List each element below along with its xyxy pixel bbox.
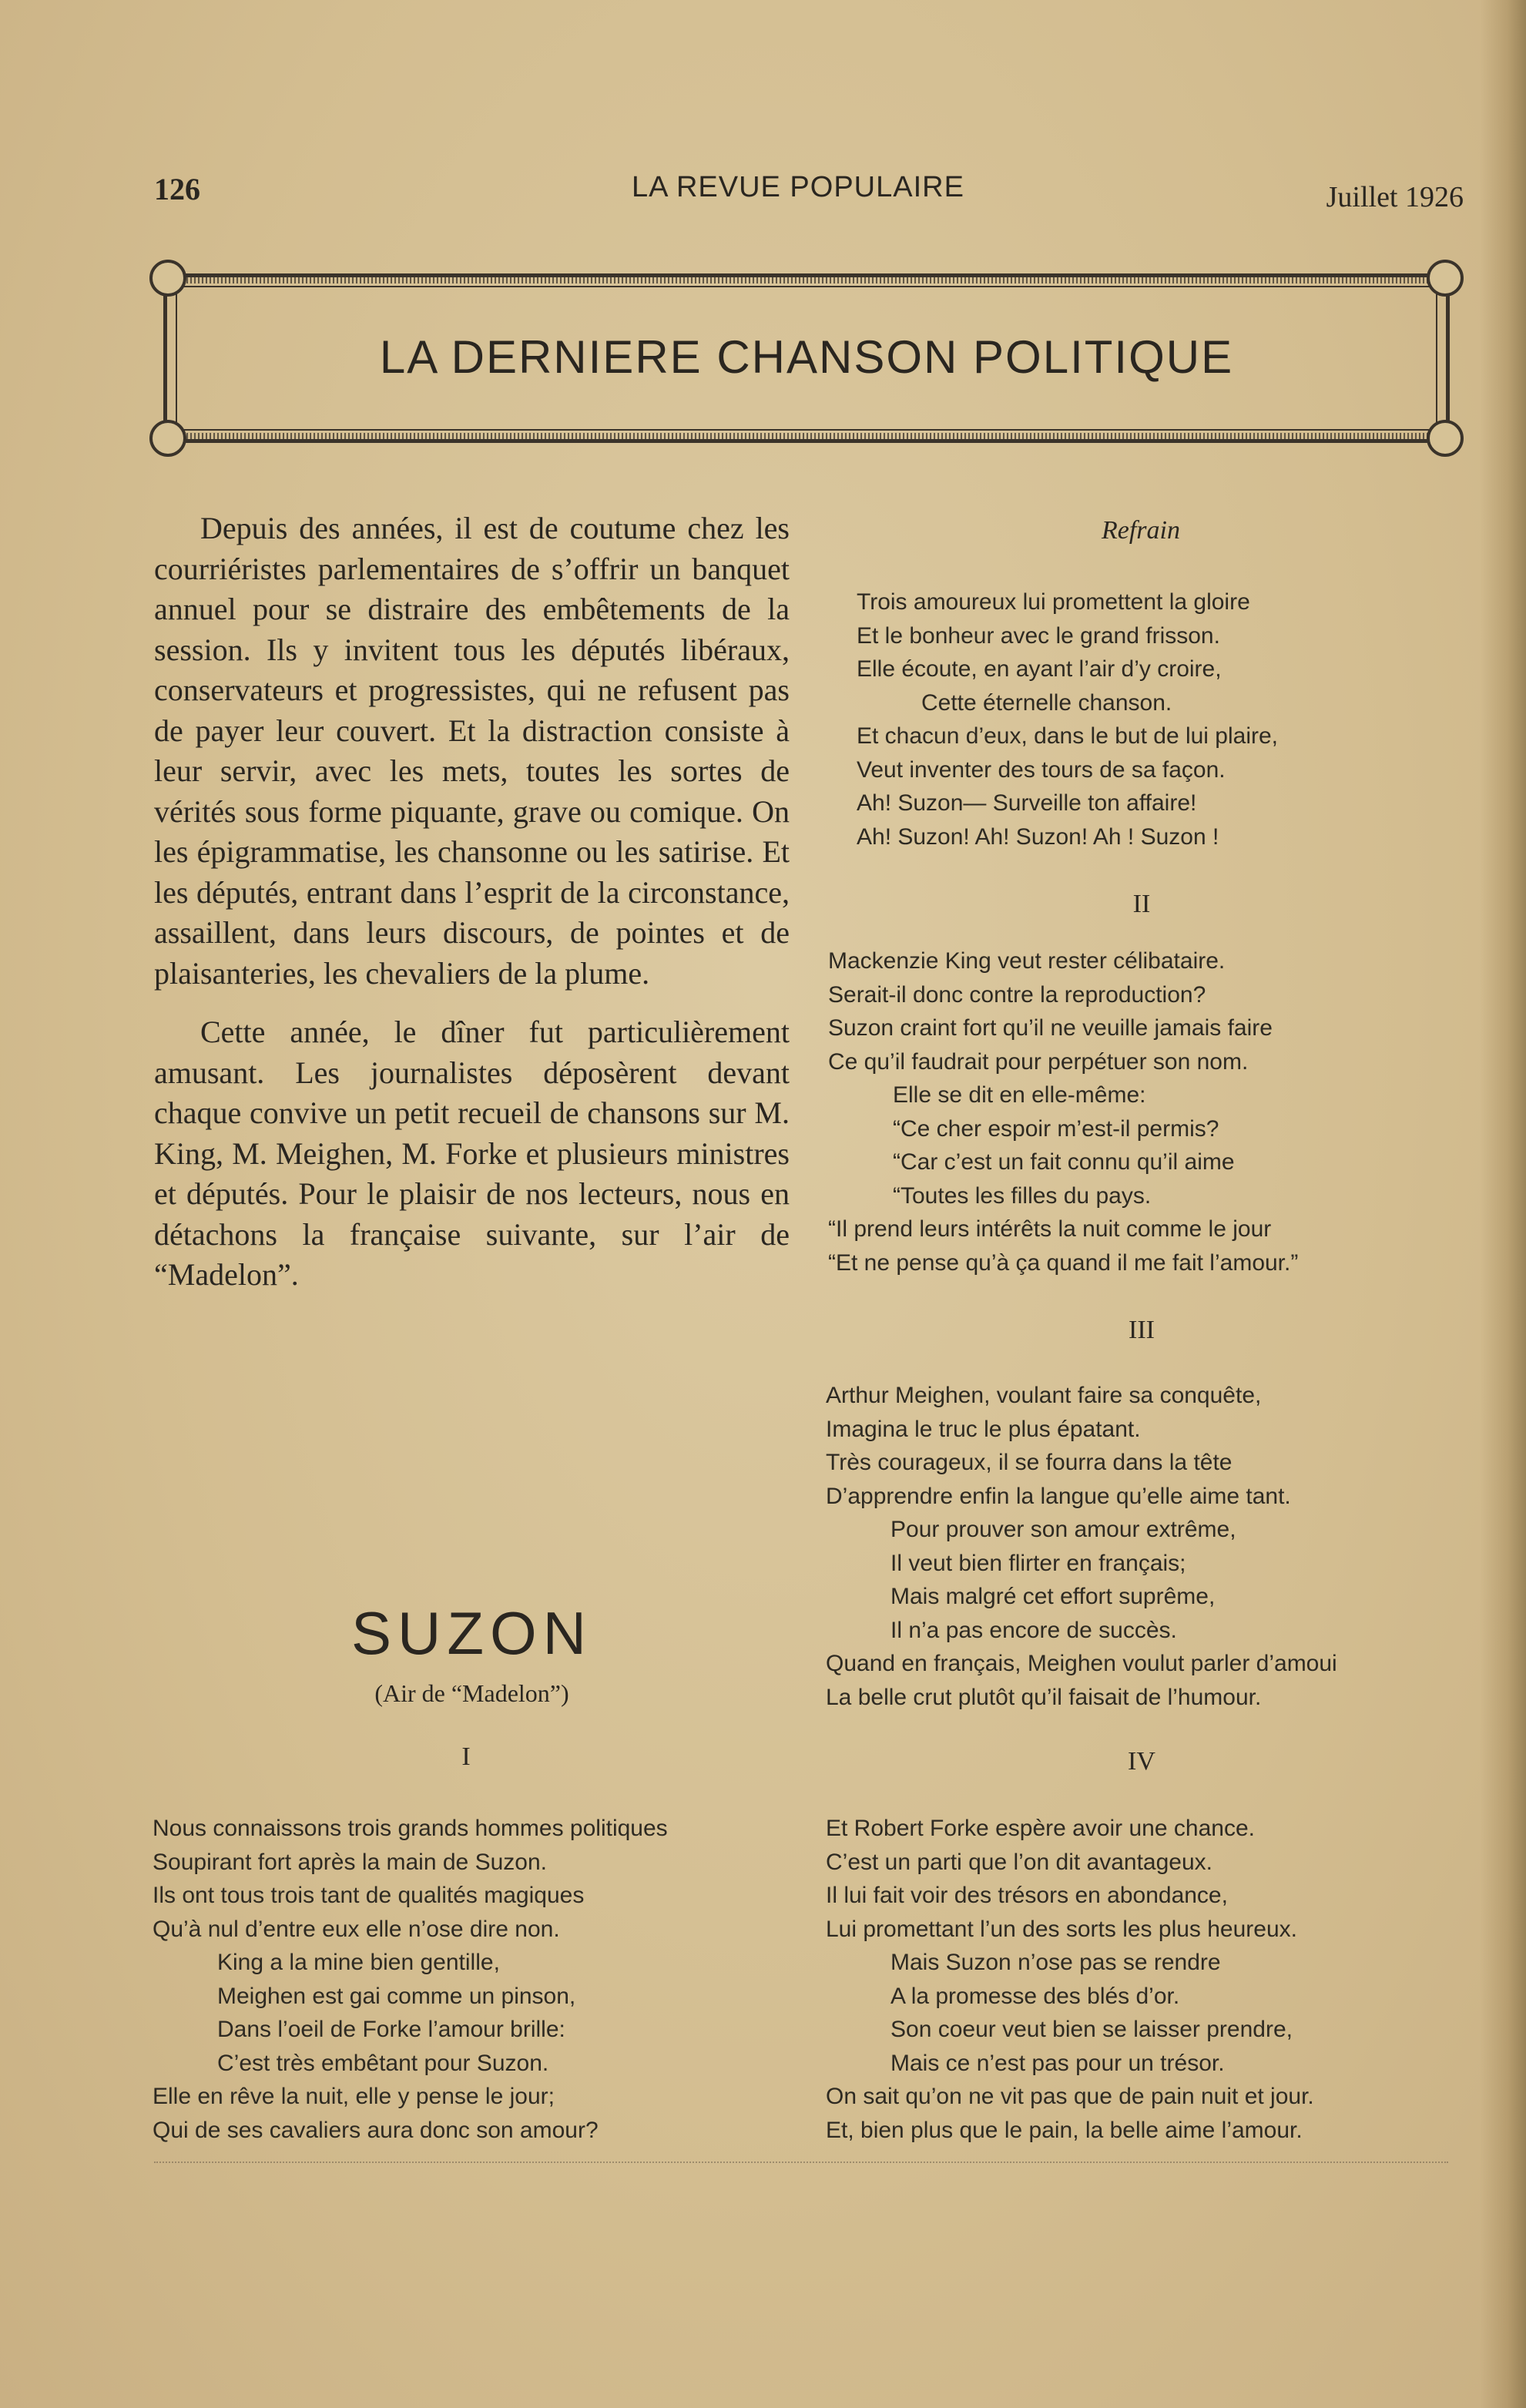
verse-line: Imagina le truc le plus épatant.	[826, 1416, 1141, 1442]
verse-line: Et, bien plus que le pain, la belle aime l’amour.	[826, 2117, 1303, 2143]
verse-line: Suzon craint fort qu’il ne veuille jamais faire	[828, 1015, 1273, 1041]
verse-4	[826, 1812, 1314, 2147]
intro-column	[154, 508, 790, 1314]
verse-line: Soupirant fort après la main de Suzon.	[153, 1849, 547, 1875]
verse-line: La belle crut plutôt qu’il faisait de l’humour.	[826, 1684, 1262, 1710]
verse-line: Ce qu’il faudrait pour perpétuer son nom.	[828, 1048, 1249, 1075]
verse-3	[826, 1379, 1337, 1714]
verse-line: Et chacun d’eux, dans le but de lui plaire,	[857, 723, 1279, 749]
verse-line: C’est très embêtant pour Suzon.	[217, 2050, 549, 2076]
verse-numeral: IV	[1128, 1747, 1155, 1776]
verse-numeral: III	[1129, 1316, 1155, 1344]
verse-line: Il lui fait voir des trésors en abondance,	[826, 1883, 1228, 1908]
verse-line: Elle se dit en elle-même:	[893, 1082, 1146, 1108]
song-air-note: (Air de “Madelon”)	[374, 1679, 569, 1707]
page-number: 126	[154, 172, 200, 206]
verse-line: Arthur Meighen, voulant faire sa conquête,	[826, 1383, 1262, 1408]
song-title: SUZON	[351, 1599, 592, 1667]
verse-line: Qui de ses cavaliers aura donc son amour?	[153, 2117, 599, 2143]
page-edge-shadow	[1480, 0, 1526, 2408]
verse-line: Qu’à nul d’entre eux elle n’ose dire non.	[153, 1916, 560, 1942]
verse-line: Et Robert Forke espère avoir une chance.	[826, 1816, 1255, 1841]
corner-ornament-icon	[1427, 260, 1464, 297]
verse-line: Cette éternelle chanson.	[921, 689, 1172, 716]
verse-line: Lui promettant l’un des sorts les plus heureux.	[826, 1916, 1297, 1942]
verse-line: D’apprendre enfin la langue qu’elle aime tant.	[826, 1483, 1291, 1509]
frame-ornament-band-top	[171, 276, 1442, 283]
verse-line: Trois amoureux lui promettent la gloire	[857, 589, 1250, 615]
verse-line: Ah! Suzon! Ah! Suzon! Ah ! Suzon !	[857, 823, 1219, 850]
verse-line: Ah! Suzon— Surveille ton affaire!	[857, 790, 1197, 816]
verse-line: “Et ne pense qu’à ça quand il me fait l’amour.”	[828, 1249, 1299, 1276]
verse-line: On sait qu’on ne vit pas que de pain nuit et jour.	[826, 2084, 1314, 2109]
verse-line: Quand en français, Meighen voulut parler d’amoui	[826, 1651, 1337, 1676]
verse-1	[153, 1812, 668, 2147]
verse-line: A la promesse des blés d’or.	[890, 1983, 1180, 2009]
verse-line: Elle écoute, en ayant l’air d’y croire,	[857, 656, 1222, 682]
running-header	[154, 171, 1464, 217]
verse-line: “Car c’est un fait connu qu’il aime	[893, 1149, 1235, 1175]
verse-line: King a la mine bien gentille,	[217, 1950, 500, 1975]
corner-ornament-icon	[149, 260, 186, 297]
verse-line: Mais ce n’est pas pour un trésor.	[890, 2050, 1225, 2076]
verse-line: “Toutes les filles du pays.	[893, 1182, 1152, 1209]
verse-numeral: I	[461, 1742, 471, 1771]
frame-ornament-band-bottom	[171, 433, 1442, 441]
verse-line: Nous connaissons trois grands hommes politiques	[153, 1816, 668, 1841]
corner-ornament-icon	[149, 420, 186, 457]
issue-date: Juillet 1926	[1326, 181, 1464, 213]
verse-line: Très courageux, il se fourra dans la tête	[826, 1450, 1233, 1475]
verse-line: Mais malgré cet effort suprême,	[890, 1584, 1216, 1609]
title-frame	[163, 273, 1450, 443]
verse-line: “Ce cher espoir m’est-il permis?	[893, 1115, 1219, 1142]
verse-line: Il veut bien flirter en français;	[890, 1550, 1186, 1576]
verse-line: Elle en rêve la nuit, elle y pense le jour;	[153, 2084, 555, 2109]
intro-paragraph: Cette année, le dîner fut particulièrement amusant. Les journalistes déposèrent devant chaque convive un petit recueil de chansons sur M. King, M. Meighen, M. Forke et plusieurs ministres et députés. Pour le plaisir de nos lecteurs, nous en détachons la française suivante, sur l’air de “Madelon”.	[154, 1015, 790, 1292]
verse-line: Son coeur veut bien se laisser prendre,	[890, 2017, 1293, 2042]
journal-title: LA REVUE POPULAIRE	[632, 171, 964, 203]
verse-line: Il n’a pas encore de succès.	[890, 1617, 1177, 1643]
verse-line: Meighen est gai comme un pinson,	[217, 1983, 576, 2009]
verse-line: Ils ont tous trois tant de qualités magiques	[153, 1883, 585, 1908]
verse-line: Pour prouver son amour extrême,	[890, 1517, 1236, 1542]
verse-line: “Il prend leurs intérêts la nuit comme le jour	[828, 1216, 1272, 1242]
verse-line: Et le bonheur avec le grand frisson.	[857, 622, 1220, 649]
verse-line: Mais Suzon n’ose pas se rendre	[890, 1950, 1221, 1975]
refrain	[857, 585, 1278, 854]
refrain-label: Refrain	[1102, 516, 1180, 545]
verse-numeral: II	[1132, 890, 1151, 918]
corner-ornament-icon	[1427, 420, 1464, 457]
article-title: LA DERNIERE CHANSON POLITIQUE	[379, 331, 1234, 383]
verse-line: Mackenzie King veut rester célibataire.	[828, 948, 1226, 974]
verse-line: Veut inventer des tours de sa façon.	[857, 756, 1226, 783]
verse-line: C’est un parti que l’on dit avantageux.	[826, 1849, 1212, 1875]
verse-2	[828, 944, 1298, 1279]
verse-line: Dans l’oeil de Forke l’amour brille:	[217, 2017, 565, 2042]
verse-line: Serait-il donc contre la reproduction?	[828, 981, 1206, 1008]
bottom-divider	[154, 2161, 1448, 2163]
intro-paragraph: Depuis des années, il est de coutume chez les courriéristes parlementaires de s’offrir un banquet annuel pour se distraire des embêtements de la session. Ils y invitent tous les députés libéraux, conservateurs et progressistes, qui ne refusent pas de payer leur couvert. Et la distraction consiste à leur servir, avec les mets, toutes les sortes de vérités sous forme piquante, grave ou comique. On les épigrammatise, les chansonne ou les satirise. Et les députés, entrant dans l’esprit de la circonstance, assaillent, dans leurs discours, de pointes et de plaisanteries, les chevaliers de la plume.	[154, 511, 790, 991]
